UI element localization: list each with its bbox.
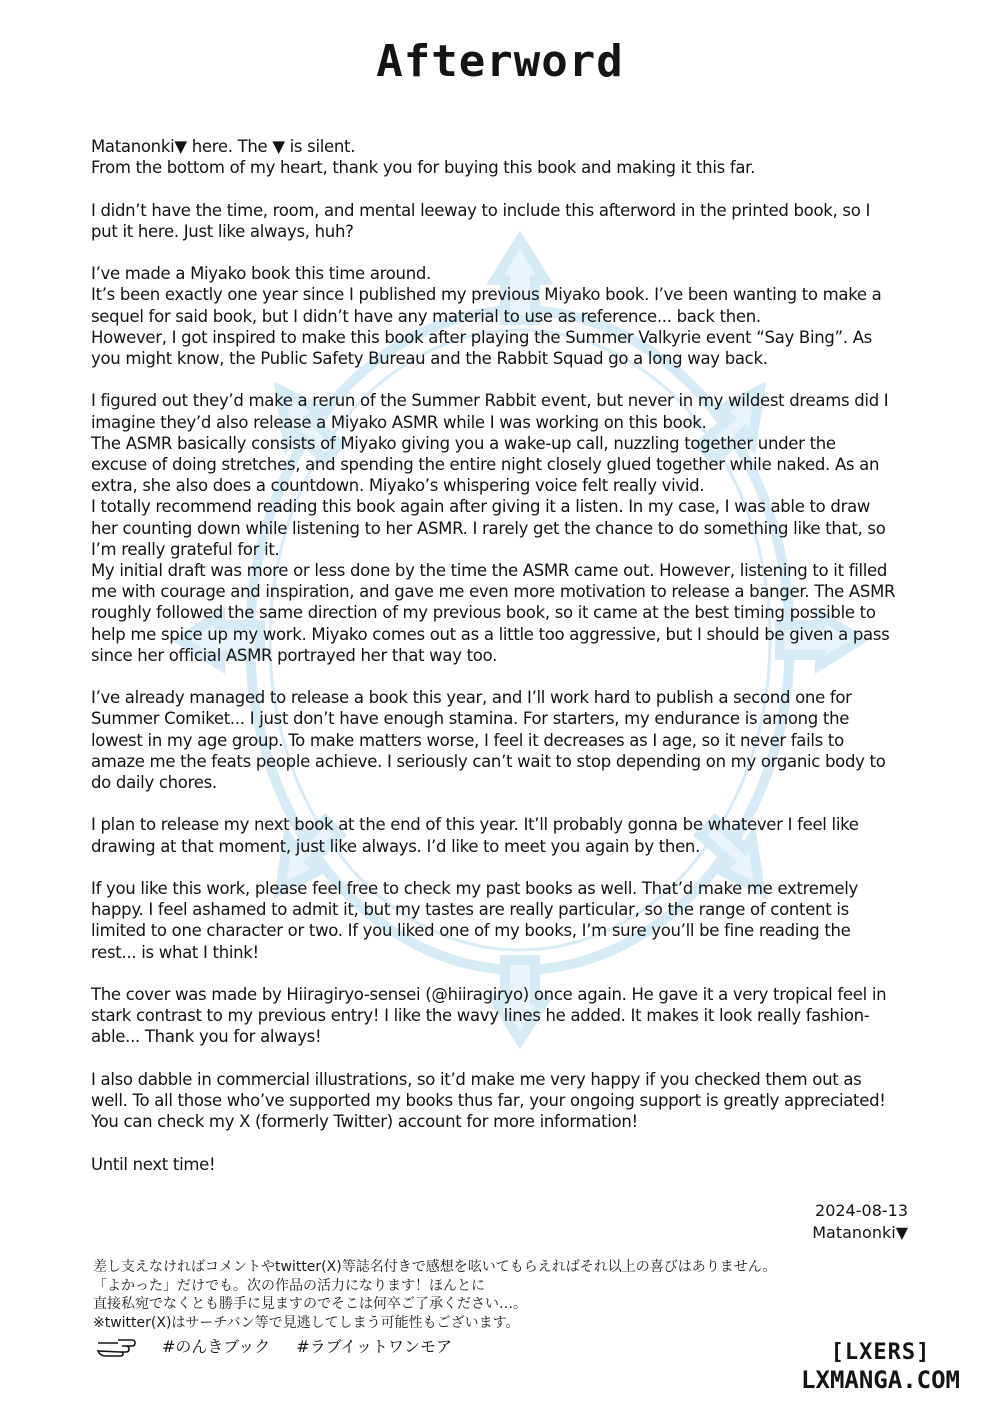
text-line: I’m really grateful for it. <box>91 539 280 559</box>
text-line: her counting down while listening to her ASMR. I rarely get the chance to do something like that, so <box>91 518 886 538</box>
text-line: However, I got inspired to make this book after playing the Summer Valkyrie event “Say Bing”. As <box>91 327 872 347</box>
text-line: stark contrast to my previous entry! I like the wavy lines he added. It makes it look really fashion- <box>91 1006 870 1026</box>
text-line: Matanonki▼ here. The ▼ is silent. <box>91 137 356 156</box>
paragraph <box>91 263 926 369</box>
text-line: since her official ASMR portrayed her that way too. <box>91 645 498 665</box>
text-line: extra, she also does a countdown. Miyako’s whispering voice felt really vivid. <box>91 476 705 496</box>
text-line: I’ve made a Miyako book this time around. <box>91 264 431 284</box>
text-line: limited to one character or two. If you liked one of my books, I’m sure you’ll be fine reading the <box>91 921 851 941</box>
paragraph <box>91 814 926 856</box>
japanese-note-line: ※twitter(X)はサーチバン等で見逃してしまう可能性もございます。 <box>93 1314 520 1331</box>
paragraph <box>91 1154 926 1175</box>
text-line: Summer Comiket... I just don’t have enough stamina. For starters, my endurance is among the <box>91 709 850 729</box>
logo-line-1: [LXERS] <box>830 1340 931 1365</box>
paragraph <box>91 687 926 793</box>
text-line: I plan to release my next book at the end of this year. It’ll probably gonna be whatever I feel like <box>91 815 859 835</box>
pointing-hand-icon <box>96 1335 136 1357</box>
text-line: put it here. Just like always, huh? <box>91 221 354 241</box>
text-line: I’ve already managed to release a book this year, and I’ll work hard to publish a second one for <box>91 688 852 708</box>
text-line: lowest in my age group. To make matters worse, I feel it decreases as I age, so it never fails to <box>91 730 844 750</box>
text-line: drawing at that moment, just like always. I’d like to meet you again by then. <box>91 836 701 856</box>
signature-author: Matanonki▼ <box>812 1223 908 1242</box>
text-line: amaze me the feats people achieve. I seriously can’t wait to stop depending on my organic body to <box>91 751 886 771</box>
text-line: happy. I feel ashamed to admit it, but my tastes are really particular, so the range of content is <box>91 900 849 920</box>
text-line: imagine they’d also release a Miyako ASMR while I was working on this book. <box>91 412 707 432</box>
text-line: Until next time! <box>91 1154 216 1174</box>
text-line: The ASMR basically consists of Miyako giving you a wake-up call, nuzzling together under the <box>91 433 836 453</box>
text-line: me with courage and inspiration, and gave me even more motivation to release a banger. The ASMR <box>91 582 896 602</box>
hashtag[interactable]: #ラブイットワンモア <box>296 1337 452 1356</box>
signature <box>812 1200 908 1244</box>
text-line: sequel for said book, but I didn’t have any material to use as reference... back then. <box>91 306 761 326</box>
paragraph <box>91 136 926 178</box>
hashtag-row <box>96 1334 452 1357</box>
site-logo <box>801 1340 960 1394</box>
text-line: I didn’t have the time, room, and mental leeway to include this afterword in the printed book, so I <box>91 200 871 220</box>
text-line: The cover was made by Hiiragiryo-sensei (@hiiragiryo) once again. He gave it a very tropical feel in <box>91 985 887 1005</box>
text-line: I figured out they’d make a rerun of the Summer Rabbit event, but never in my wildest dreams did I <box>91 391 889 411</box>
text-line: I also dabble in commercial illustrations, so it’d make me very happy if you checked them out as <box>91 1069 862 1089</box>
text-line: well. To all those who’ve supported my books thus far, your ongoing support is greatly appreciated! <box>91 1091 886 1111</box>
text-line: It’s been exactly one year since I published my previous Miyako book. I’ve been wanting to make a <box>91 285 882 305</box>
hashtag[interactable]: #のんきブック <box>162 1337 271 1356</box>
text-line: excuse of doing stretches, and spending the entire night closely glued together while naked. As an <box>91 455 880 474</box>
japanese-note-line: 「よかった」だけでも。次の作品の活力になります！ほんとに <box>93 1277 485 1294</box>
paragraph <box>91 390 926 666</box>
japanese-note-line: 差し支えなければコメントやtwitter(X)等誌名付きで感想を呟いてもらえればそれ以上の喜びはありません。 <box>93 1259 777 1275</box>
paragraph <box>91 200 926 242</box>
text-line: help me spice up my work. Miyako comes out as a little too aggressive, but I should be given a pass <box>91 624 890 644</box>
logo-line-2: LXMANGA.COM <box>801 1366 960 1394</box>
text-line: rest... is what I think! <box>91 942 259 962</box>
text-line: roughly followed the same direction of my previous book, so it came at the best timing possible to <box>91 603 876 623</box>
text-line: do daily chores. <box>91 773 217 793</box>
paragraph <box>91 878 926 963</box>
japanese-note <box>93 1258 953 1332</box>
signature-date: 2024-08-13 <box>815 1201 908 1220</box>
page-title: Afterword <box>376 36 624 87</box>
text-line: My initial draft was more or less done by the time the ASMR came out. However, listening to it filled <box>91 561 888 581</box>
text-line: You can check my X (formerly Twitter) account for more information! <box>91 1112 638 1132</box>
japanese-note-line: 直接私宛でなくとも勝手に見ますのでそこは何卒ご了承ください…。 <box>93 1296 527 1312</box>
afterword-body <box>91 136 926 1196</box>
text-line: I totally recommend reading this book again after giving it a listen. In my case, I was able to draw <box>91 497 871 517</box>
paragraph <box>91 984 926 1048</box>
text-line: If you like this work, please feel free to check my past books as well. That’d make me extremely <box>91 879 859 899</box>
text-line: able... Thank you for always! <box>91 1027 322 1047</box>
paragraph <box>91 1069 926 1133</box>
text-line: you might know, the Public Safety Bureau and the Rabbit Squad go a long way back. <box>91 349 768 368</box>
text-line: From the bottom of my heart, thank you for buying this book and making it this far. <box>91 158 756 178</box>
